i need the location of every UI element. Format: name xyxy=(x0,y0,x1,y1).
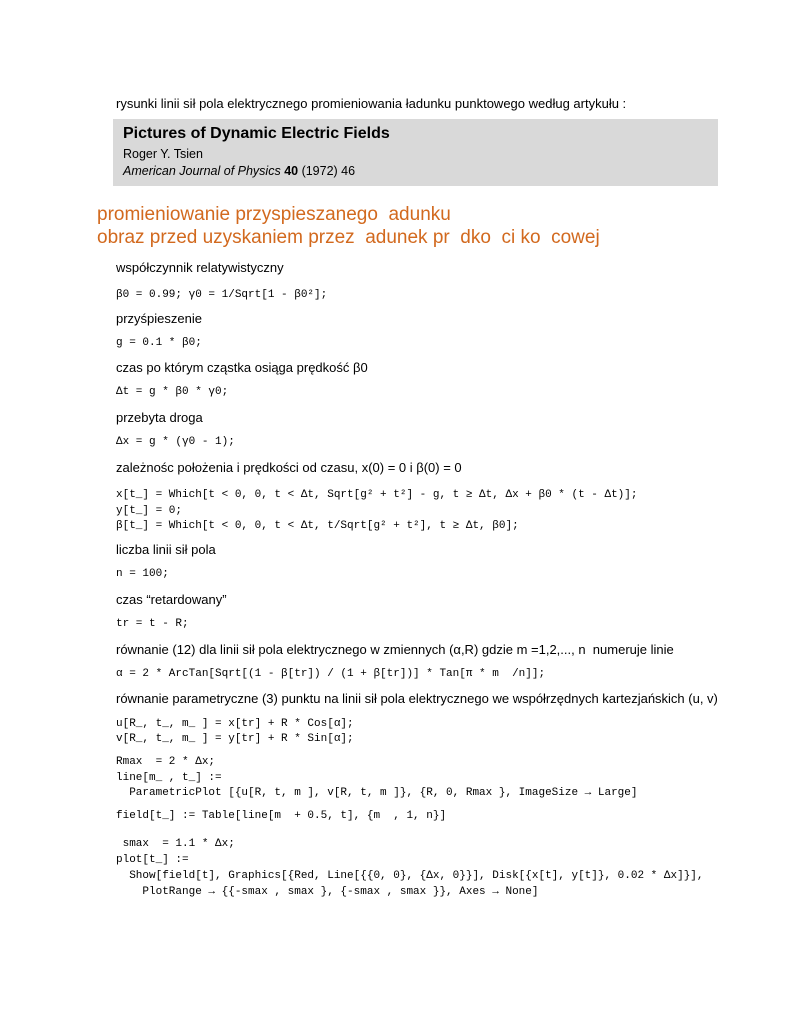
code-line-count: n = 100; xyxy=(116,568,169,580)
label-equation-12: równanie (12) dla linii sił pola elektrycznego w zmiennych (α,R) gdzie m =1,2,..., n numeruje linie xyxy=(116,642,674,657)
section-heading-line1: promieniowanie przyspieszanego adunku xyxy=(97,204,451,225)
reference-volume: 40 xyxy=(284,164,299,178)
reference-box xyxy=(113,119,718,186)
code-alpha: α = 2 * ArcTan[Sqrt[(1 - β[tr]) / (1 + β[tr])] * Tan[π * m /n]]; xyxy=(116,668,546,680)
reference-title: Pictures of Dynamic Electric Fields xyxy=(123,125,390,142)
code-plot: smax = 1.1 * Δx; plot[t_] := Show[field[t], Graphics[{Red, Line[{{0, 0}, {Δx, 0}}], Disk[{x[t], y[t]}, 0.02 * Δx]}], PlotRange → {{-smax , smax }, {-smax , smax }}, Axes → None] xyxy=(116,838,704,898)
code-field: field[t_] := Table[line[m + 0.5, t], {m , 1, n}] xyxy=(116,810,447,822)
label-distance: przebyta droga xyxy=(116,410,203,425)
code-retarded-time: tr = t - R; xyxy=(116,618,189,630)
reference-citation xyxy=(123,164,355,178)
code-delta-x: Δx = g * (γ0 - 1); xyxy=(116,436,235,448)
label-time: czas po którym cząstka osiąga prędkość β0 xyxy=(116,360,368,375)
label-acceleration: przyśpieszenie xyxy=(116,311,202,326)
code-acceleration: g = 0.1 * β0; xyxy=(116,337,202,349)
reference-author: Roger Y. Tsien xyxy=(123,147,203,161)
label-relativistic-factor: współczynnik relatywistyczny xyxy=(116,260,284,275)
label-line-count: liczba linii sił pola xyxy=(116,542,216,557)
code-delta-t: Δt = g * β0 * γ0; xyxy=(116,386,229,398)
code-uv: u[R_, t_, m_ ] = x[tr] + R * Cos[α]; v[R_, t_, m_ ] = y[tr] + R * Sin[α]; xyxy=(116,718,354,745)
label-position-velocity: zależnośc położenia i prędkości od czasu, x(0) = 0 i β(0) = 0 xyxy=(116,460,462,475)
code-beta-gamma: β0 = 0.99; γ0 = 1/Sqrt[1 - β0²]; xyxy=(116,289,328,301)
intro-text: rysunki linii sił pola elektrycznego promieniowania ładunku punktowego według artykułu : xyxy=(116,96,627,111)
label-retarded-time: czas “retardowany” xyxy=(116,592,227,607)
code-rmax-line: Rmax = 2 * Δx; line[m_ , t_] := ParametricPlot [{u[R, t, m ], v[R, t, m ]}, {R, 0, Rmax }, ImageSize → Large] xyxy=(116,756,638,799)
reference-journal: American Journal of Physics xyxy=(123,164,281,178)
code-position-velocity: x[t_] = Which[t < 0, 0, t < Δt, Sqrt[g² + t²] - g, t ≥ Δt, Δx + β0 * (t - Δt)]; y[t_] = 0; β[t_] = Which[t < 0, 0, t < Δt, t/Sqrt[g² + t²], t ≥ Δt, β0]; xyxy=(116,489,638,532)
section-heading-line2: obraz przed uzyskaniem przez adunek pr dko ci ko cowej xyxy=(97,227,600,248)
label-equation-3: równanie parametryczne (3) punktu na linii sił pola elektrycznego we współrzędnych kartezjańskich (u, v) xyxy=(116,691,718,706)
reference-year-page: (1972) 46 xyxy=(298,164,356,178)
